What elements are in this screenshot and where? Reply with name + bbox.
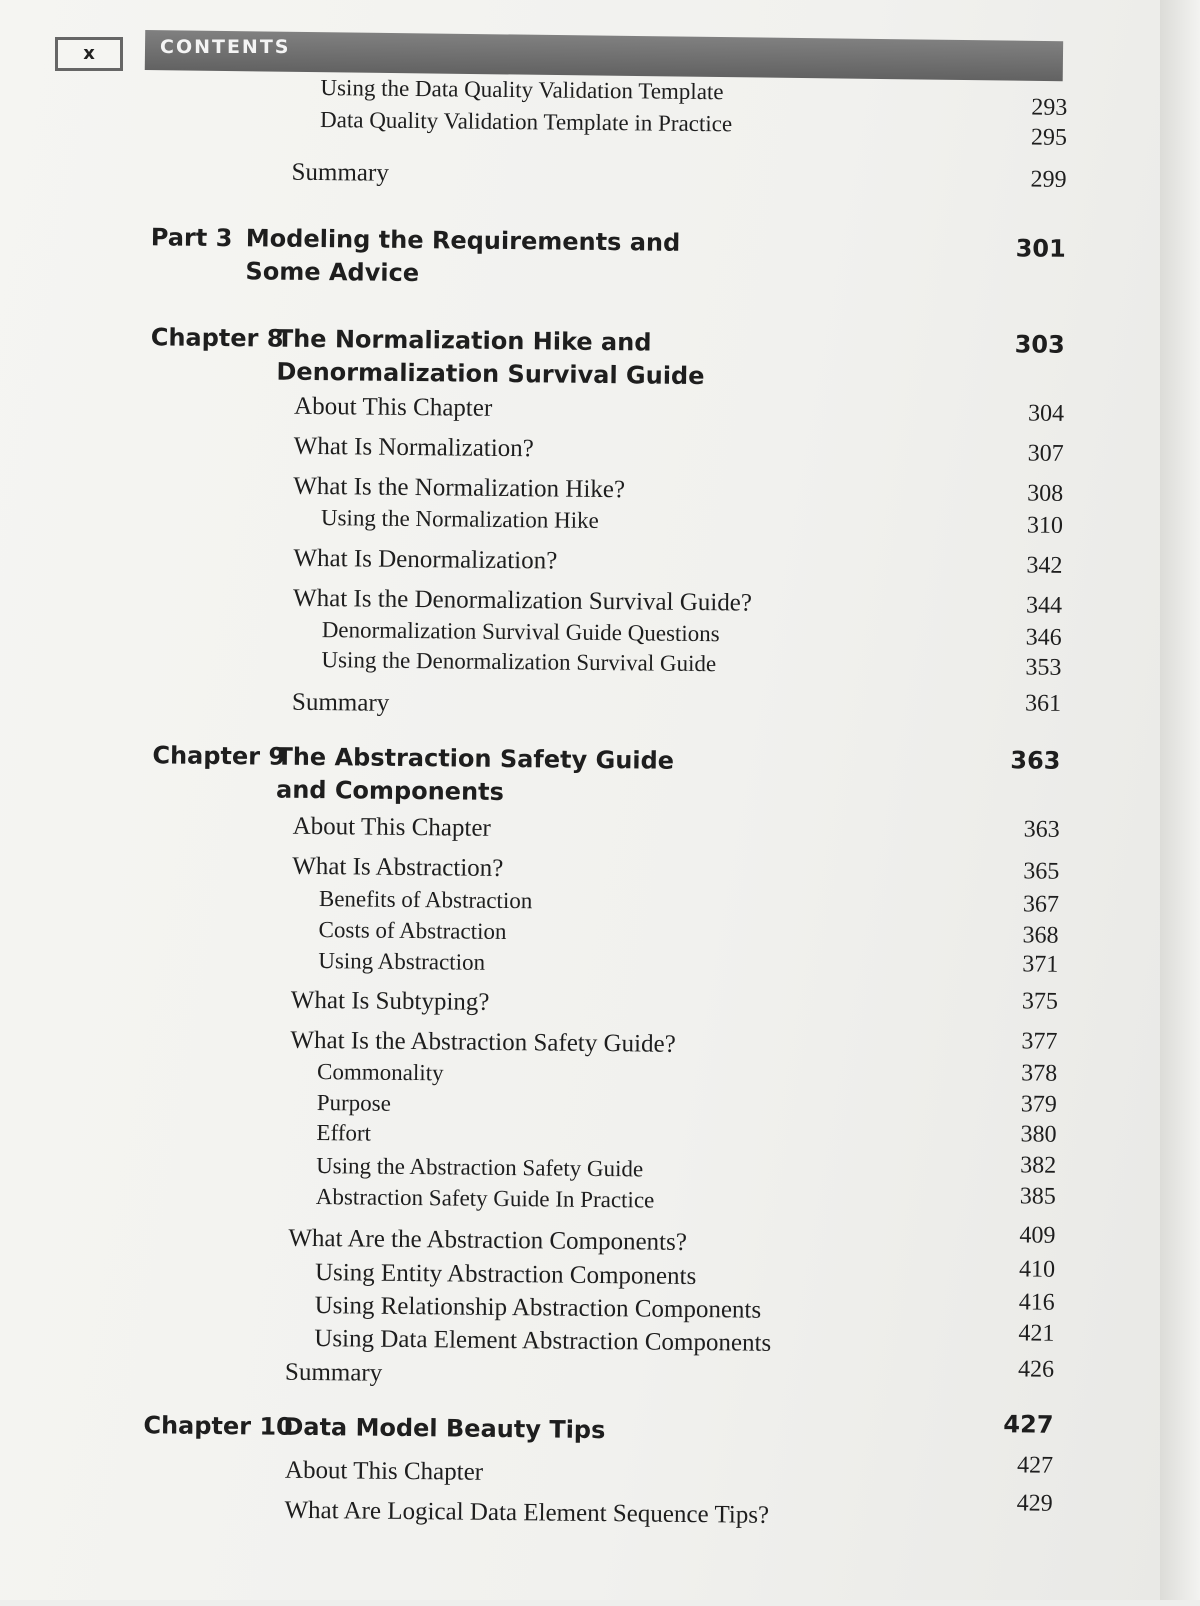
toc-entry [0, 850, 1159, 885]
toc-part-heading [6, 220, 1166, 288]
toc-entry-page: 382 [1020, 1152, 1057, 1179]
toc-entry [0, 945, 1158, 978]
toc-entry [0, 1117, 1157, 1148]
toc-entry-page: 304 [1027, 400, 1065, 427]
toc-entry [0, 1289, 1155, 1324]
toc-entry-page: 342 [1026, 552, 1063, 579]
toc-entry-page: 380 [1020, 1121, 1057, 1148]
toc-entry-page: 363 [1010, 746, 1061, 775]
toc-entry [0, 1490, 1153, 1529]
part-label: Part 3 [150, 223, 233, 253]
toc-chapter-heading [0, 1408, 1154, 1445]
toc-entry-title: Using the Denormalization Survival Guide [321, 647, 717, 677]
toc-entry-page: 427 [1016, 1452, 1054, 1479]
toc-entry-page: 361 [1024, 690, 1062, 717]
toc-entry-page: 353 [1025, 654, 1062, 681]
toc-entry-page: 307 [1027, 440, 1064, 467]
chapter-label: Chapter 10 [143, 1411, 293, 1441]
toc-entry [0, 883, 1159, 918]
toc-entry-title: About This Chapter [284, 1456, 484, 1486]
toc-entry-title: What Are Logical Data Element Sequence Tips? [284, 1496, 770, 1529]
toc-entry [3, 470, 1163, 507]
toc-entry-title: Using Data Element Abstraction Components [314, 1325, 772, 1357]
toc-entry-title: Commonality [317, 1059, 444, 1086]
toc-entry-title: Summary [284, 1358, 383, 1387]
toc-entry-page: 344 [1025, 592, 1063, 619]
toc-entry-title: Effort [316, 1120, 372, 1146]
chapter-label: Chapter 9 [152, 741, 286, 771]
toc-entry-title: Costs of Abstraction [318, 917, 507, 945]
toc-entry [0, 1150, 1156, 1182]
toc-entry-title: About This Chapter [293, 392, 493, 422]
header-title: CONTENTS [160, 36, 291, 58]
toc-entry [3, 542, 1163, 579]
toc-entry-page: 308 [1027, 480, 1064, 507]
toc-entry-page: 410 [1018, 1256, 1056, 1283]
toc-entry-page: 416 [1018, 1289, 1055, 1316]
toc-entry-title: What Is the Normalization Hike? [293, 472, 626, 504]
toc-entry-page: 299 [1030, 166, 1067, 193]
toc-entry-page: 310 [1026, 512, 1064, 539]
toc-entry-page: 377 [1021, 1028, 1058, 1055]
chapter-title-line1: The Abstraction Safety Guide [276, 742, 675, 775]
chapter-title-line2: Denormalization Survival Guide [276, 357, 705, 391]
toc-entry-title: Data Quality Validation Template in Practice [319, 107, 733, 137]
chapter-label: Chapter 8 [150, 323, 284, 353]
toc-entry-title: Summary [291, 158, 389, 187]
chapter-title-line1: Data Model Beauty Tips [283, 1412, 606, 1445]
toc-entry [0, 1222, 1155, 1256]
toc-entry-title: About This Chapter [292, 812, 491, 842]
toc-entry-title: Summary [291, 688, 390, 717]
toc-entry-title: Denormalization Survival Guide Questions [321, 617, 720, 647]
toc-entry [4, 430, 1164, 467]
toc-entry-page: 346 [1025, 624, 1062, 651]
toc-entry [2, 582, 1162, 619]
toc-entry-page: 363 [1023, 816, 1060, 843]
toc-entry-page: 365 [1023, 858, 1060, 885]
toc-entry [7, 156, 1167, 193]
part-title-line1: Modeling the Requirements and [245, 224, 681, 257]
toc-entry [0, 810, 1160, 843]
page-edge [1160, 0, 1200, 1600]
toc-chapter-heading [5, 320, 1165, 391]
toc-entry-page: 385 [1019, 1183, 1057, 1210]
toc-entry-page: 368 [1022, 922, 1059, 949]
toc-entry-title: What Is the Denormalization Survival Guide? [292, 584, 753, 617]
toc-entry-page: 426 [1017, 1356, 1055, 1383]
toc-entry-title: Using the Abstraction Safety Guide [316, 1153, 644, 1182]
toc-entry [0, 1181, 1156, 1213]
toc-entry-title: What Is Denormalization? [293, 544, 558, 575]
toc-entry [0, 1087, 1157, 1118]
toc-entry [0, 1256, 1155, 1291]
toc-entry [0, 914, 1159, 949]
toc-entry-title: Abstraction Safety Guide In Practice [315, 1184, 655, 1213]
toc-entry-page: 409 [1019, 1222, 1056, 1249]
toc-entry-page: 301 [1015, 234, 1066, 263]
toc-entry-title: Using the Normalization Hike [320, 505, 599, 533]
toc-entry-title: What Is the Abstraction Safety Guide? [290, 1026, 676, 1058]
toc-entry-page: 371 [1022, 951, 1059, 978]
toc-entry-page: 421 [1018, 1320, 1055, 1347]
page-number: x [83, 43, 95, 64]
toc-chapter-heading [1, 738, 1161, 806]
chapter-title-line1: The Normalization Hike and [276, 324, 652, 357]
toc-entry-title: Purpose [316, 1090, 392, 1116]
toc-entry [0, 1356, 1154, 1387]
toc-entry-page: 295 [1030, 124, 1068, 151]
toc-entry [1, 686, 1161, 717]
toc-entry-title: Using Relationship Abstraction Components [314, 1292, 762, 1324]
toc-entry-page: 375 [1021, 988, 1059, 1015]
toc-entry-page: 378 [1021, 1060, 1058, 1087]
toc-entry-title: What Is Subtyping? [290, 986, 490, 1016]
toc-entry-title: What Is Normalization? [293, 432, 535, 463]
toc-entry-page: 427 [1003, 1410, 1054, 1439]
toc-entry-title: Using Entity Abstraction Components [314, 1259, 697, 1291]
toc-entry-page: 367 [1022, 891, 1060, 918]
toc-entry-page: 303 [1014, 330, 1065, 359]
toc-entry [0, 984, 1158, 1016]
part-title-line2: Some Advice [245, 257, 420, 288]
toc-entry [8, 72, 1168, 121]
toc-entry [0, 1320, 1154, 1357]
chapter-title-line2: and Components [275, 775, 505, 806]
toc-entry [0, 1452, 1153, 1486]
toc-entry [0, 1024, 1158, 1058]
toc-entry-title: What Are the Abstraction Components? [288, 1224, 688, 1256]
toc-entry-page: 429 [1016, 1490, 1053, 1517]
toc-entry-title: Benefits of Abstraction [318, 886, 533, 914]
toc-entry-page: 379 [1020, 1091, 1057, 1118]
toc-entry-title: Using the Data Quality Validation Template [320, 75, 724, 105]
toc-entry-title: Using Abstraction [318, 948, 486, 975]
toc-entry-title: What Is Abstraction? [292, 852, 504, 882]
toc-entry-page: 293 [1031, 94, 1068, 121]
